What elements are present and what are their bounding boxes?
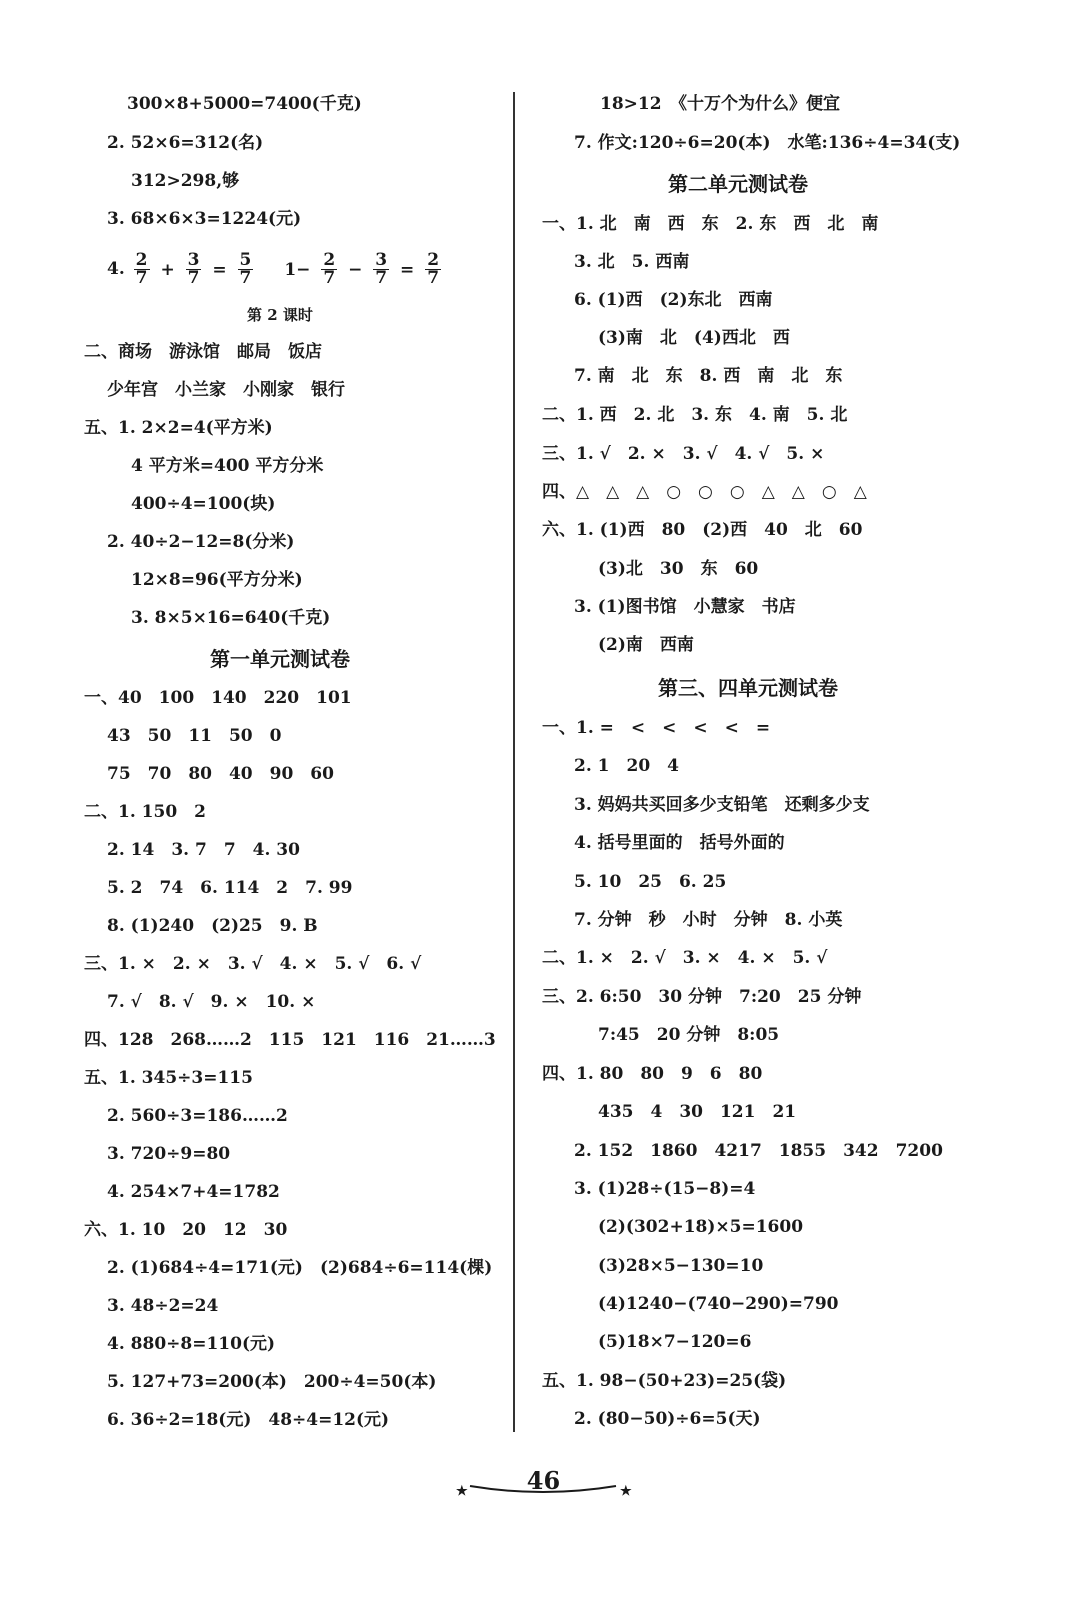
answer-line: 3. 妈妈共买回多少支铅笔 还剩多少支	[574, 795, 870, 815]
answer-line: 4. 254×7+4=1782	[107, 1182, 280, 1202]
page-number: 46	[526, 1466, 561, 1495]
operator: +	[160, 259, 175, 280]
answer-line: (2)南 西南	[598, 635, 694, 655]
section-heading: 第一单元测试卷	[210, 647, 350, 671]
fraction: $\frac{2}{7}$	[427, 250, 440, 288]
answer-line: 2. 1 20 4	[574, 756, 679, 776]
answer-line: 二、1. 西 2. 北 3. 东 4. 南 5. 北	[542, 405, 848, 425]
answer-line: 3. (1)28÷(15−8)=4	[574, 1179, 756, 1199]
answer-line: 2. (1)684÷4=171(元) (2)684÷6=114(棵)	[107, 1258, 493, 1278]
answer-line: 2. 14 3. 7 7 4. 30	[107, 840, 300, 860]
answer-line: 43 50 11 50 0	[107, 726, 282, 746]
answer-line: 2. 52×6=312(名)	[107, 133, 264, 153]
section-heading: 第三、四单元测试卷	[658, 676, 838, 700]
answer-line: 三、1. √ 2. × 3. √ 4. √ 5. ×	[542, 444, 825, 464]
answer-line: 5. 2 74 6. 114 2 7. 99	[107, 878, 353, 898]
answer-line: 3. (1)图书馆 小慧家 书店	[574, 597, 796, 617]
answer-line: 4. 880÷8=110(元)	[107, 1334, 276, 1354]
answer-line: 一、40 100 140 220 101	[84, 688, 352, 708]
fraction: $\frac{3}{7}$	[375, 250, 388, 288]
answer-line: 二、商场 游泳馆 邮局 饭店	[84, 342, 322, 362]
answer-line: 4. 括号里面的 括号外面的	[574, 833, 785, 853]
answer-line: (3)北 30 东 60	[598, 559, 759, 579]
fraction: $\frac{2}{7}$	[135, 250, 148, 288]
answer-line: 12×8=96(平方分米)	[131, 570, 303, 590]
answer-line: 3. 48÷2=24	[107, 1296, 219, 1316]
answer-line: 8. (1)240 (2)25 9. B	[107, 916, 318, 936]
answer-line: 6. 36÷2=18(元) 48÷4=12(元)	[107, 1410, 390, 1430]
answer-line: 四、1. 80 80 9 6 80	[542, 1064, 763, 1084]
answer-line: 六、1. 10 20 12 30	[84, 1220, 288, 1240]
answer-line: (2)(302+18)×5=1600	[598, 1217, 804, 1237]
fraction: $\frac{5}{7}$	[239, 250, 252, 288]
star-icon: ★	[456, 1484, 468, 1499]
item-number: 4.	[107, 259, 125, 279]
answer-line: 六、1. (1)西 80 (2)西 40 北 60	[542, 520, 863, 540]
answer-line: 3. 北 5. 西南	[574, 252, 690, 272]
answer-line: 二、1. 150 2	[84, 802, 206, 822]
answer-line: 435 4 30 121 21	[598, 1102, 797, 1122]
answer-line: (3)28×5−130=10	[598, 1256, 764, 1276]
footer-swoosh-icon	[468, 1482, 618, 1496]
answer-line: 三、1. × 2. × 3. √ 4. × 5. √ 6. √	[84, 954, 422, 974]
answer-line: 三、2. 6:50 30 分钟 7:20 25 分钟	[542, 987, 862, 1007]
star-icon: ★	[620, 1484, 632, 1499]
operator: −	[348, 259, 363, 280]
operator: =	[400, 259, 415, 280]
answer-line: 少年宫 小兰家 小刚家 银行	[107, 380, 345, 400]
answer-line: 3. 8×5×16=640(千克)	[131, 608, 331, 628]
answer-line: 7. 南 北 东 8. 西 南 北 东	[574, 366, 843, 386]
answer-line: 7. √ 8. √ 9. × 10. ×	[107, 992, 316, 1012]
answer-line: 四、△ △ △ ○ ○ ○ △ △ ○ △	[542, 482, 867, 502]
answer-line: 6. (1)西 (2)东北 西南	[574, 290, 773, 310]
operator: =	[212, 259, 227, 280]
section-heading: 第二单元测试卷	[668, 172, 808, 196]
answer-line: 75 70 80 40 90 60	[107, 764, 334, 784]
answer-line: 3. 68×6×3=1224(元)	[107, 209, 302, 229]
answer-line: 2. 40÷2−12=8(分米)	[107, 532, 295, 552]
operator: 1−	[284, 259, 311, 280]
answer-line: 3. 720÷9=80	[107, 1144, 231, 1164]
answer-line: (5)18×7−120=6	[598, 1332, 752, 1352]
fraction: $\frac{3}{7}$	[187, 250, 200, 288]
answer-line: 312>298,够	[131, 171, 240, 191]
answer-line: 四、128 268……2 115 121 116 21……3	[84, 1030, 496, 1050]
answer-line: 一、1. = < < < < =	[542, 718, 771, 738]
fraction-answer-line	[107, 250, 444, 289]
answer-line: (4)1240−(740−290)=790	[598, 1294, 839, 1314]
answer-line: 2. 560÷3=186……2	[107, 1106, 288, 1126]
answer-line: 五、1. 345÷3=115	[84, 1068, 253, 1088]
page-footer	[0, 1462, 1087, 1512]
answer-line: 二、1. × 2. √ 3. × 4. × 5. √	[542, 948, 828, 968]
fraction: $\frac{2}{7}$	[323, 250, 336, 288]
column-divider	[513, 92, 515, 1432]
answer-line: 7. 作文:120÷6=20(本) 水笔:136÷4=34(支)	[574, 133, 961, 153]
answer-line: 5. 10 25 6. 25	[574, 872, 727, 892]
answer-line: 2. (80−50)÷6=5(天)	[574, 1409, 761, 1429]
answer-line: 7:45 20 分钟 8:05	[598, 1025, 780, 1045]
answer-line: 400÷4=100(块)	[131, 494, 276, 514]
answer-line: 4 平方米=400 平方分米	[131, 456, 324, 476]
answer-line: 五、1. 2×2=4(平方米)	[84, 418, 273, 438]
answer-line: 7. 分钟 秒 小时 分钟 8. 小英	[574, 910, 843, 930]
answer-line: 5. 127+73=200(本) 200÷4=50(本)	[107, 1372, 437, 1392]
section-heading: 第 2 课时	[247, 306, 313, 324]
answer-line: 一、1. 北 南 西 东 2. 东 西 北 南	[542, 214, 879, 234]
answer-line: (3)南 北 (4)西北 西	[598, 328, 790, 348]
answer-line: 18>12 《十万个为什么》便宜	[600, 94, 841, 114]
answer-line: 五、1. 98−(50+23)=25(袋)	[542, 1371, 787, 1391]
answer-line: 300×8+5000=7400(千克)	[127, 94, 362, 114]
answer-line: 2. 152 1860 4217 1855 342 7200	[574, 1141, 943, 1161]
